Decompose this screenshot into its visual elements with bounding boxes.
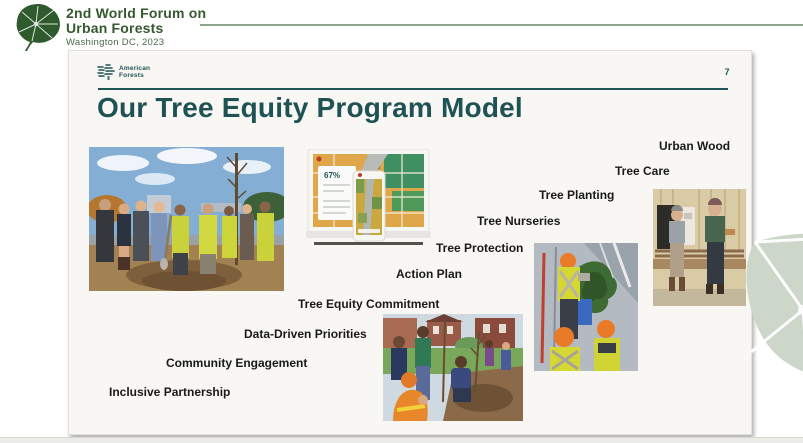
american-forests-wordmark: American Forests xyxy=(119,65,151,79)
bottom-edge-strip xyxy=(0,437,803,443)
slide-card xyxy=(68,50,752,435)
step-tree-planting: Tree Planting xyxy=(539,188,615,202)
event-title-line1: 2nd World Forum on xyxy=(66,5,207,21)
tree-planting-ceremony-photo xyxy=(89,147,284,291)
step-urban-wood: Urban Wood xyxy=(659,139,731,153)
banner-divider xyxy=(200,24,803,26)
page-number: 7 xyxy=(724,67,730,77)
mockup-score-value: 67% xyxy=(324,171,341,180)
event-title xyxy=(66,6,206,36)
event-location: Washington DC, 2023 xyxy=(66,37,165,48)
slide-title: Our Tree Equity Program Model xyxy=(97,92,523,123)
event-title-line2: Urban Forests xyxy=(66,20,164,36)
tree-equity-score-app-mockup xyxy=(306,149,431,249)
american-forests-tree-icon xyxy=(97,63,115,81)
american-forests-logo xyxy=(97,63,150,81)
step-tree-protection: Tree Protection xyxy=(436,241,524,255)
slide-header-divider xyxy=(98,88,728,90)
step-tree-care: Tree Care xyxy=(615,164,670,178)
step-tree-nurseries: Tree Nurseries xyxy=(477,214,561,228)
community-planting-photo xyxy=(383,314,523,421)
step-tree-equity-commitment: Tree Equity Commitment xyxy=(298,297,440,311)
step-community-engagement: Community Engagement xyxy=(166,356,308,370)
forum-leaf-logo-icon xyxy=(12,2,64,52)
step-data-driven-priorities: Data-Driven Priorities xyxy=(244,327,367,341)
forum-leaf-watermark xyxy=(745,232,803,392)
step-inclusive-partnership: Inclusive Partnership xyxy=(109,385,231,399)
urban-wood-workshop-photo xyxy=(653,189,746,306)
step-action-plan: Action Plan xyxy=(396,267,463,281)
tree-care-crew-photo xyxy=(534,243,638,371)
